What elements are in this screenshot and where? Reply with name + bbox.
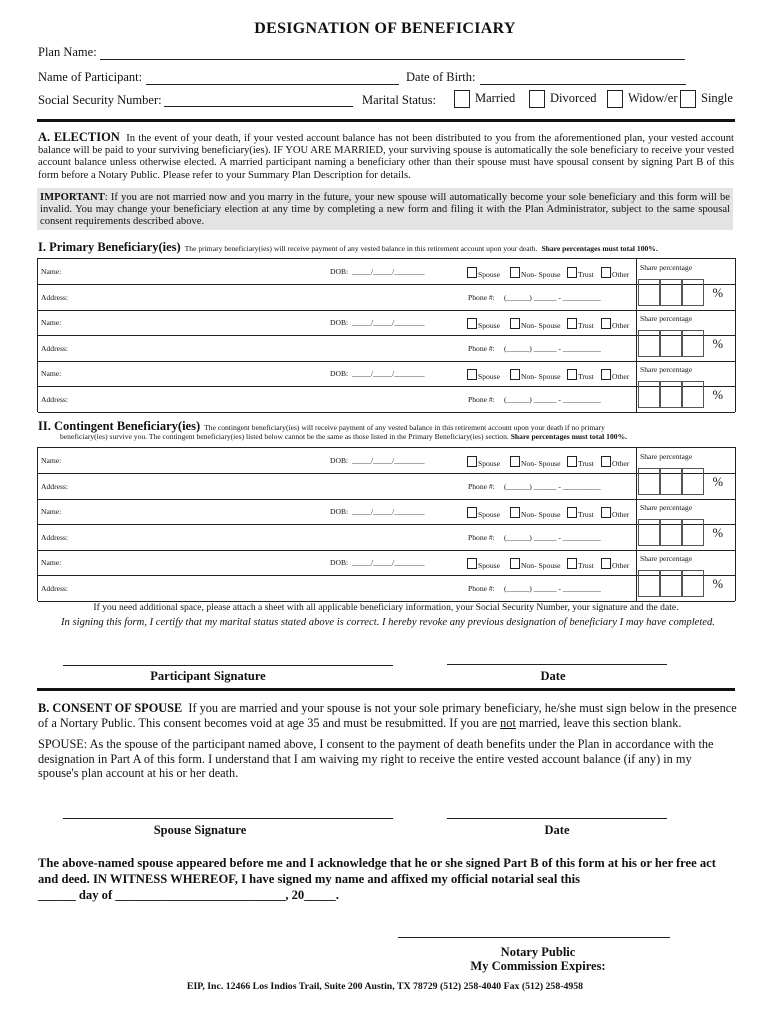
address-row: Address: Phone #: (______) ______ - __________ bbox=[38, 525, 735, 551]
important-paragraph bbox=[40, 192, 730, 229]
share-percentage-cell: Share percentage % bbox=[636, 448, 735, 498]
dob-label: DOB: bbox=[330, 267, 349, 276]
share-digit-box[interactable] bbox=[682, 330, 704, 357]
participant-date-line[interactable] bbox=[447, 664, 667, 665]
percent-sign: % bbox=[712, 286, 723, 300]
dob-label: Date of Birth: bbox=[406, 70, 476, 84]
name-row: Name: DOB: _____/_____/________ Spouse Non- Spouse Trust Other bbox=[38, 499, 735, 525]
address-row: Address: Phone #: (______) ______ - __________ bbox=[38, 576, 735, 602]
notary-signature-line[interactable] bbox=[398, 937, 670, 938]
consent-heading: B. CONSENT OF SPOUSE bbox=[38, 701, 183, 715]
contingent-text-1: The contingent beneficiary(ies) will receive payment of any vested balance in this retirement account upon your death if no primary bbox=[204, 423, 605, 432]
dob-blank[interactable]: _____/_____/________ bbox=[352, 507, 425, 516]
trust-checkbox[interactable] bbox=[567, 369, 577, 380]
other-checkbox[interactable] bbox=[601, 369, 611, 380]
share-digit-box[interactable] bbox=[682, 468, 704, 495]
phone-blank[interactable]: (______) ______ - __________ bbox=[504, 344, 601, 353]
nonspouse-checkbox[interactable] bbox=[510, 369, 520, 380]
trust-checkbox[interactable] bbox=[567, 456, 577, 467]
dob-blank[interactable]: _____/_____/________ bbox=[352, 558, 425, 567]
ssn-field[interactable] bbox=[164, 106, 353, 107]
beneficiary-block bbox=[38, 361, 735, 412]
dob-field[interactable] bbox=[480, 84, 686, 85]
nonspouse-checkbox[interactable] bbox=[510, 558, 520, 569]
spouse-checkbox[interactable] bbox=[467, 558, 477, 569]
certify-statement: In signing this form, I certify that my marital status stated above is correct. I hereby revoke any previous designation of beneficiary I may have completed. bbox=[61, 617, 715, 628]
primary-note: Share percentages must total 100%. bbox=[541, 244, 658, 253]
beneficiary-block bbox=[38, 448, 735, 499]
spouse-checkbox[interactable] bbox=[467, 267, 477, 278]
dob-blank[interactable]: _____/_____/________ bbox=[352, 318, 425, 327]
name-row: Name: DOB: _____/_____/________ Spouse Non- Spouse Trust Other bbox=[38, 550, 735, 576]
phone-blank[interactable]: (______) ______ - __________ bbox=[504, 482, 601, 491]
participant-name-field[interactable] bbox=[146, 84, 399, 85]
share-digit-box[interactable] bbox=[660, 381, 682, 408]
phone-blank[interactable]: (______) ______ - __________ bbox=[504, 293, 601, 302]
share-digit-box[interactable] bbox=[638, 279, 660, 306]
notary-public-label: Notary Public bbox=[500, 945, 576, 959]
dob-blank[interactable]: _____/_____/________ bbox=[352, 267, 425, 276]
spouse-consent-text: SPOUSE: As the spouse of the participant named above, I consent to the payment of death benefits under the Plan in accordance with the designation in Part A of this form. I understand that I am waiving my right to receive the entire vested account balance (if any) in my spouse's plan account at his or her death. bbox=[38, 737, 714, 781]
election-heading: A. ELECTION bbox=[38, 130, 120, 144]
notary-statement: The above-named spouse appeared before me and I acknowledge that he or she signed Part B of this form at his or her free act and deed. IN WITNESS WHEREOF, I have signed my name and affixed my official notarial seal this ______ day of ___________________________, 20_____. bbox=[38, 856, 716, 902]
share-digit-box[interactable] bbox=[682, 381, 704, 408]
share-digit-box[interactable] bbox=[660, 468, 682, 495]
share-percentage-cell: Share percentage % bbox=[636, 310, 735, 360]
other-checkbox[interactable] bbox=[601, 318, 611, 329]
share-percentage-cell: Share percentage % bbox=[636, 499, 735, 549]
form-title: DESIGNATION OF BENEFICIARY bbox=[254, 20, 516, 37]
share-percentage-cell: Share percentage % bbox=[636, 361, 735, 411]
other-checkbox[interactable] bbox=[601, 558, 611, 569]
phone-blank[interactable]: (______) ______ - __________ bbox=[504, 395, 601, 404]
beneficiary-block bbox=[38, 499, 735, 550]
beneficiary-block bbox=[38, 550, 735, 601]
election-text: In the event of your death, if your vested account balance has not been distributed to you from the aforementioned plan, your vested account balance will be paid to your surviving beneficiary(ies). IF YOU ARE MARRIED, your surviving spouse is automatically the sole beneficiary to receive your vested account balance unless otherwise elected. A married participant naming a beneficiary other than their spouse must have spousal consent by signing Part B of this form before a Notary Public. Please refer to your Summary Plan Description for details. bbox=[38, 133, 734, 181]
contingent-heading-line-2 bbox=[60, 432, 627, 441]
ssn-label: Social Security Number: bbox=[38, 93, 162, 107]
spouse-signature-line[interactable] bbox=[63, 818, 393, 819]
primary-heading: I. Primary Beneficiary(ies) bbox=[38, 240, 181, 254]
additional-space-note: If you need additional space, please attach a sheet with all applicable beneficiary information, your Social Security Number, your signature and the date. bbox=[93, 602, 679, 613]
marital-widower[interactable]: Widow/er bbox=[607, 90, 677, 108]
spouse-date-line[interactable] bbox=[447, 818, 667, 819]
footer-address: EIP, Inc. 12466 Los Indios Trail, Suite 200 Austin, TX 78729 (512) 258-4040 Fax (512) 258-4958 bbox=[186, 981, 584, 992]
spouse-signature-label: Spouse Signature bbox=[153, 823, 247, 837]
participant-signature-line[interactable] bbox=[63, 665, 393, 666]
spouse-checkbox[interactable] bbox=[467, 456, 477, 467]
name-row: Name: DOB: _____/_____/________ Spouse Non- Spouse Trust Other bbox=[38, 361, 735, 387]
address-row: Address: Phone #: (______) ______ - __________ bbox=[38, 474, 735, 500]
important-label: IMPORTANT bbox=[40, 192, 105, 203]
name-row: Name: DOB: _____/_____/________ Spouse Non- Spouse Trust Other bbox=[38, 310, 735, 336]
name-row: Name: DOB: _____/_____/________ Spouse Non- Spouse Trust Other bbox=[38, 448, 735, 474]
contingent-beneficiary-table bbox=[37, 447, 736, 601]
phone-blank[interactable]: (______) ______ - __________ bbox=[504, 533, 601, 542]
share-digit-box[interactable] bbox=[682, 570, 704, 597]
share-digit-box[interactable] bbox=[638, 468, 660, 495]
married-checkbox[interactable] bbox=[454, 90, 470, 108]
other-checkbox[interactable] bbox=[601, 456, 611, 467]
section-divider bbox=[37, 119, 735, 122]
share-digit-box[interactable] bbox=[638, 570, 660, 597]
phone-label: Phone #: bbox=[468, 293, 495, 302]
share-digit-box[interactable] bbox=[682, 279, 704, 306]
nonspouse-checkbox[interactable] bbox=[510, 267, 520, 278]
beneficiary-block bbox=[38, 310, 735, 361]
phone-blank[interactable]: (______) ______ - __________ bbox=[504, 584, 601, 593]
participant-name-label: Name of Participant: bbox=[38, 70, 143, 84]
spouse-checkbox[interactable] bbox=[467, 507, 477, 518]
widower-checkbox[interactable] bbox=[607, 90, 623, 108]
share-digit-box[interactable] bbox=[638, 330, 660, 357]
contingent-text-2: beneficiary(ies) survive you. The contingent beneficiary(ies) listed below cannot be the same as those listed in the Primary Beneficiary(ies) section. bbox=[60, 432, 509, 441]
consent-paragraph: B. CONSENT OF SPOUSE If you are married and your spouse is not your sole primary beneficiary, he/she must sign below in the presence of a Nortary Public. This consent becomes void at age 35 and must be resubmitted. If you are not married, leave this section blank. bbox=[38, 701, 737, 730]
trust-checkbox[interactable] bbox=[567, 507, 577, 518]
spouse-date-label: Date bbox=[544, 823, 570, 837]
address-row: Address: Phone #: (______) ______ - __________ bbox=[38, 387, 735, 413]
participant-signature-label: Participant Signature bbox=[150, 669, 266, 683]
share-percentage-cell: Share percentage % bbox=[636, 259, 735, 309]
participant-date-label: Date bbox=[540, 669, 566, 683]
spouse-checkbox[interactable] bbox=[467, 318, 477, 329]
contingent-heading: II. Contingent Beneficiary(ies) bbox=[38, 419, 201, 433]
primary-heading-line bbox=[38, 238, 658, 256]
spouse-checkbox[interactable] bbox=[467, 369, 477, 380]
nonspouse-checkbox[interactable] bbox=[510, 456, 520, 467]
other-checkbox[interactable] bbox=[601, 267, 611, 278]
address-label: Address: bbox=[41, 293, 68, 302]
address-row: Address: Phone #: (______) ______ - __________ bbox=[38, 336, 735, 362]
dob-blank[interactable]: _____/_____/________ bbox=[352, 456, 425, 465]
primary-beneficiary-table bbox=[37, 258, 736, 412]
name-label: Name: bbox=[41, 267, 62, 276]
name-row: Name: DOB: _____/_____/________ Spouse Non- Spouse Trust Other bbox=[38, 259, 735, 285]
nonspouse-checkbox[interactable] bbox=[510, 318, 520, 329]
trust-checkbox[interactable] bbox=[567, 267, 577, 278]
marital-married[interactable]: Married bbox=[454, 90, 515, 108]
nonspouse-checkbox[interactable] bbox=[510, 507, 520, 518]
share-digit-box[interactable] bbox=[682, 519, 704, 546]
single-checkbox[interactable] bbox=[680, 90, 696, 108]
share-digit-box[interactable] bbox=[660, 519, 682, 546]
other-checkbox[interactable] bbox=[601, 507, 611, 518]
address-row bbox=[38, 285, 735, 311]
dob-blank[interactable]: _____/_____/________ bbox=[352, 369, 425, 378]
important-text: : If you are not married now and you marry in the future, your new spouse will automatically become your sole beneficiary and this form will be invalid. You may change your beneficiary election at any time by completing a new form and filing it with the Plan Administrator, subject to the same spousal consent requirements described above. bbox=[40, 192, 730, 228]
share-percentage-cell: Share percentage % bbox=[636, 550, 735, 600]
plan-name-field[interactable] bbox=[100, 59, 685, 60]
share-digit-box[interactable] bbox=[660, 330, 682, 357]
marital-divorced[interactable]: Divorced bbox=[529, 90, 597, 108]
notary-day-line[interactable]: ______ day of ___________________________, 20_____. bbox=[38, 887, 339, 902]
share-digit-box[interactable] bbox=[660, 279, 682, 306]
share-digit-box[interactable] bbox=[638, 381, 660, 408]
contingent-note: Share percentages must total 100%. bbox=[510, 432, 628, 441]
share-digit-box[interactable] bbox=[660, 570, 682, 597]
marital-status-label: Marital Status: bbox=[362, 93, 436, 107]
beneficiary-block bbox=[38, 259, 735, 310]
primary-text: The primary beneficiary(ies) will receive payment of any vested balance in this retirement account upon your death. bbox=[184, 244, 538, 253]
marital-single[interactable]: Single bbox=[680, 90, 733, 108]
plan-name-label: Plan Name: bbox=[38, 45, 97, 59]
commission-expires-label: My Commission Expires: bbox=[470, 959, 606, 973]
trust-checkbox[interactable] bbox=[567, 558, 577, 569]
share-digit-box[interactable] bbox=[638, 519, 660, 546]
section-divider bbox=[37, 688, 735, 691]
trust-checkbox[interactable] bbox=[567, 318, 577, 329]
election-paragraph bbox=[38, 131, 734, 182]
divorced-checkbox[interactable] bbox=[529, 90, 545, 108]
